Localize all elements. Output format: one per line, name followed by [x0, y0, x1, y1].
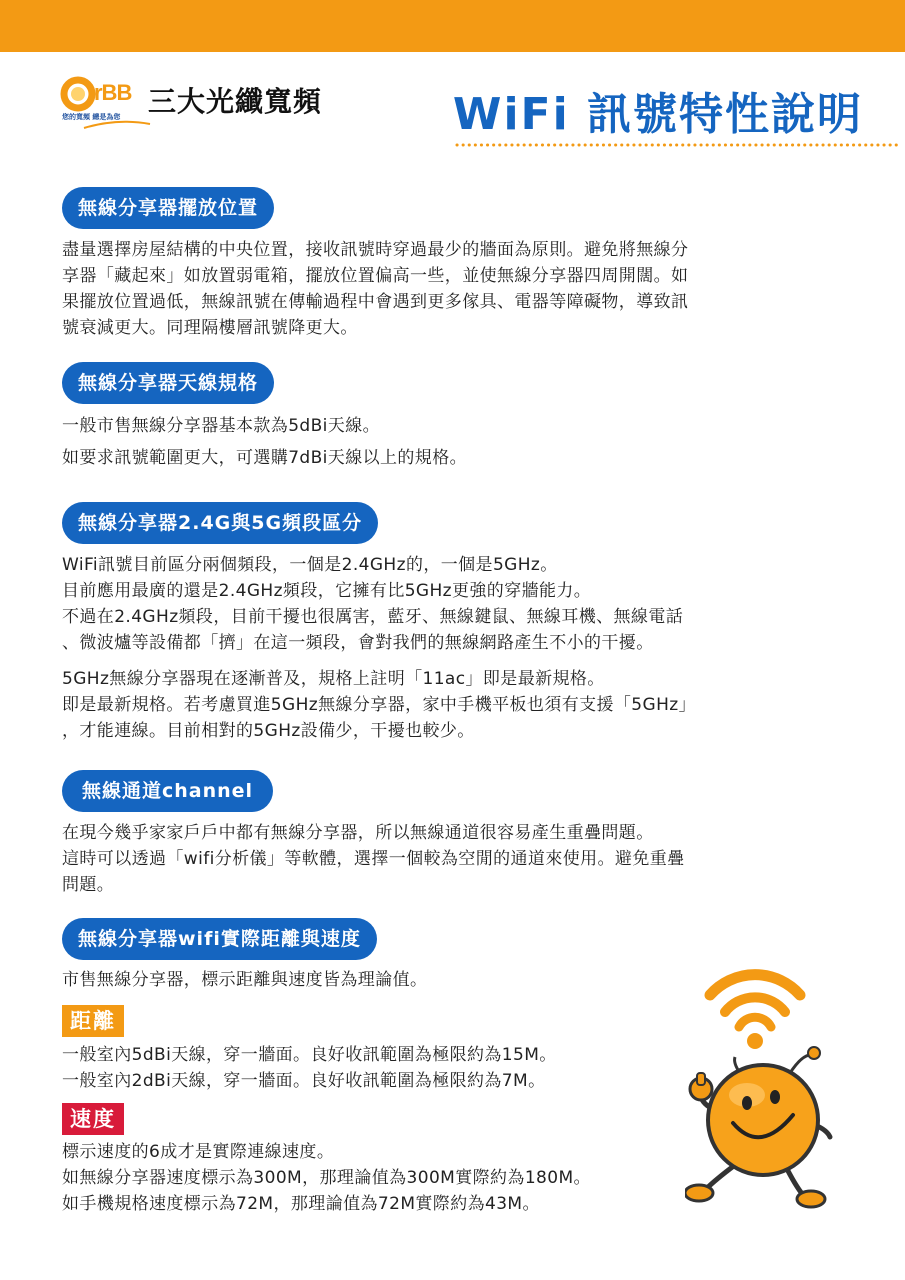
text-line: 享器「藏起來」如放置弱電箱，擺放位置偏高一些，並使無線分享器四周開闊。如	[62, 266, 689, 286]
swoosh-icon	[82, 120, 152, 130]
top-banner	[0, 0, 905, 52]
text-line: 如要求訊號範圍更大，可選購7dBi天線以上的規格。	[62, 448, 467, 468]
text-line: 問題。	[62, 875, 115, 895]
rbb-logo-icon	[60, 76, 96, 112]
text-line: 如無線分享器速度標示為300M，那理論值為300M實際約為180M。	[62, 1168, 591, 1188]
text-line: 、微波爐等設備都「擠」在這一頻段，會對我們的無線網路產生不小的干擾。	[62, 633, 654, 653]
text-line: 即是最新規格。若考慮買進5GHz無線分享器，家中手機平板也須有支援「5GHz」	[62, 695, 696, 715]
speed-tag: 速度	[62, 1103, 124, 1135]
text-line: 市售無線分享器，標示距離與速度皆為理論值。	[62, 970, 428, 990]
section-body-placement	[62, 237, 822, 341]
text-line: 5GHz無線分享器現在逐漸普及，規格上註明「11ac」即是最新規格。	[62, 669, 605, 689]
section-heading-distance-speed: 無線分享器wifi實際距離與速度	[62, 918, 377, 960]
text-line: 這時可以透過「wifi分析儀」等軟體，選擇一個較為空閒的通道來使用。避免重疊	[62, 849, 685, 869]
text-line: 一般室內2dBi天線，穿一牆面。良好收訊範圍為極限約為7M。	[62, 1071, 546, 1091]
page-title: WiFi 訊號特性說明	[452, 89, 863, 140]
brand-logo	[60, 74, 360, 134]
section-heading-frequency: 無線分享器2.4G與5G頻段區分	[62, 502, 378, 544]
text-line: 目前應用最廣的還是2.4GHz頻段，它擁有比5GHz更強的穿牆能力。	[62, 581, 592, 601]
text-line: ，才能連線。目前相對的5GHz設備少，干擾也較少。	[62, 721, 475, 741]
text-line: 一般市售無線分享器基本款為5dBi天線。	[62, 416, 380, 436]
section-body-frequency	[62, 552, 822, 656]
section-body-channel	[62, 820, 822, 898]
brand-slogan: 您的寬頻 總是為您	[62, 113, 121, 121]
section-body-antenna	[62, 413, 822, 471]
text-line: 一般室內5dBi天線，穿一牆面。良好收訊範圍為極限約為15M。	[62, 1045, 557, 1065]
text-line: WiFi訊號目前區分兩個頻段，一個是2.4GHz的，一個是5GHz。	[62, 555, 558, 575]
text-line: 果擺放位置過低，無線訊號在傳輸過程中會遇到更多傢具、電器等障礙物，導致訊	[62, 292, 689, 312]
text-line: 盡量選擇房屋結構的中央位置，接收訊號時穿過最少的牆面為原則。避免將無線分	[62, 240, 689, 260]
text-line: 不過在2.4GHz頻段，目前干擾也很厲害，藍牙、無線鍵鼠、無線耳機、無線電話	[62, 607, 684, 627]
dotted-divider	[455, 143, 900, 147]
text-line: 在現今幾乎家家戶戶中都有無線分享器，所以無線通道很容易產生重疊問題。	[62, 823, 654, 843]
text-line: 如手機規格速度標示為72M，那理論值為72M實際約為43M。	[62, 1194, 540, 1214]
section-heading-placement: 無線分享器擺放位置	[62, 187, 274, 229]
distance-tag: 距離	[62, 1005, 124, 1037]
text-line: 號衰減更大。同理隔樓層訊號降更大。	[62, 318, 358, 338]
wifi-mascot-icon	[685, 965, 845, 1210]
section-heading-channel: 無線通道channel	[62, 770, 273, 812]
text-line: 標示速度的6成才是實際連線速度。	[62, 1142, 335, 1162]
section-heading-antenna: 無線分享器天線規格	[62, 362, 274, 404]
logo-text: rBB	[94, 80, 132, 105]
section-body-frequency-5g	[62, 666, 822, 744]
brand-name: 三大光纖寬頻	[148, 85, 323, 118]
